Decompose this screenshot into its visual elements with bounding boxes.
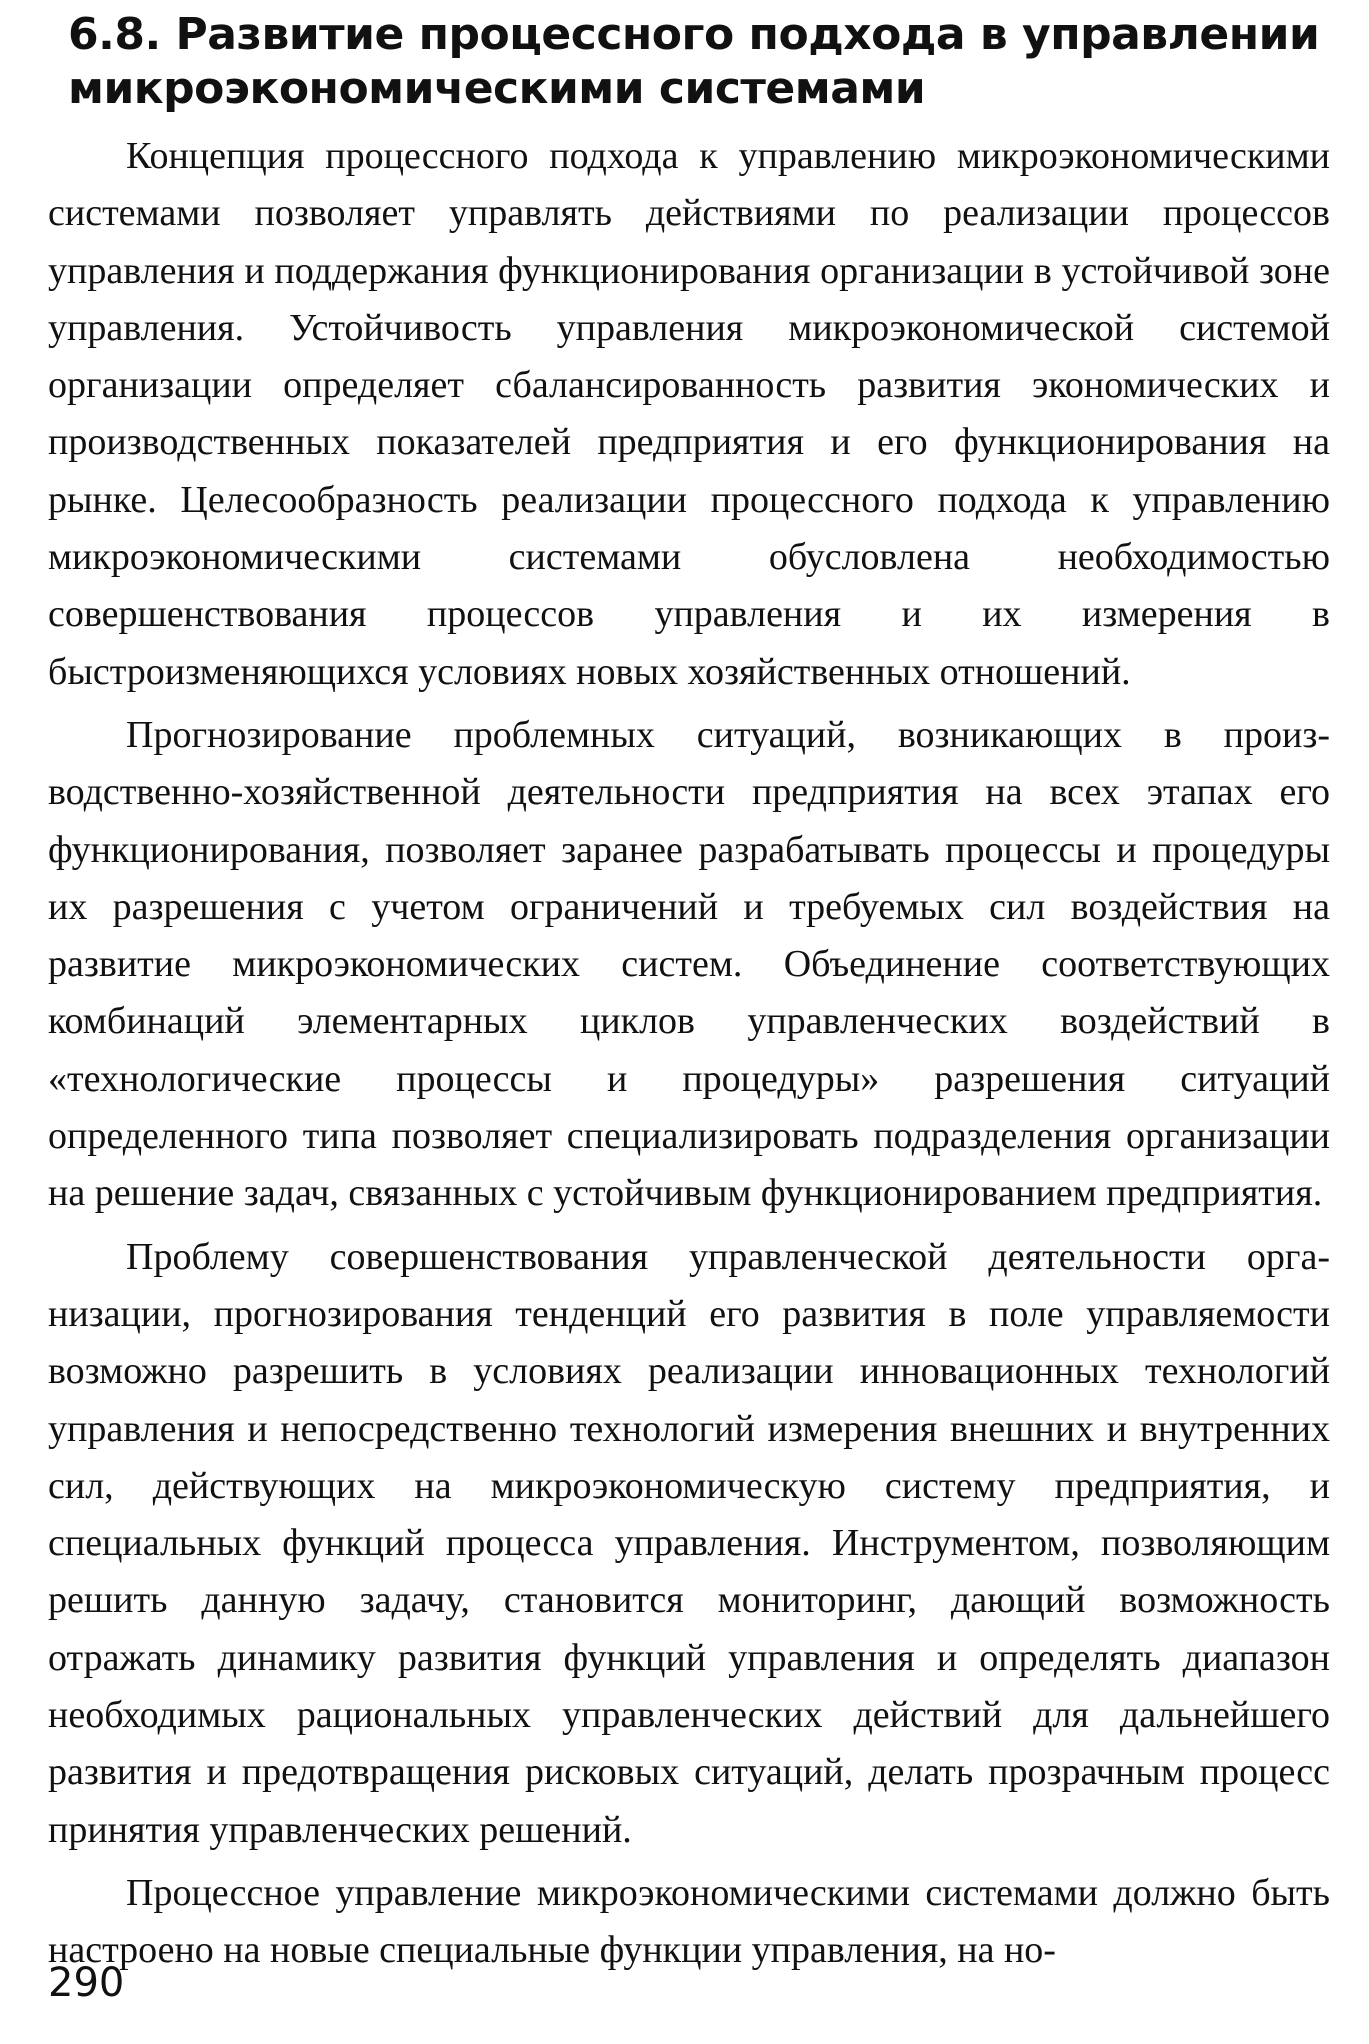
body-text [48, 128, 1330, 1980]
section-heading-line-1: 6.8. Развитие процессного подхода в управлении [68, 9, 1320, 60]
section-heading [68, 8, 1330, 116]
page-content [48, 8, 1330, 1986]
page-number: 290 [48, 1960, 125, 2006]
paragraph-2: Прогнозирование проблемных ситуаций, возникающих в производственно-хозяйственной деятельности предприятия на всех этапах его функционирования, позволяет заранее разрабатывать процессы и процедуры их разрешения с учетом ограничений и требуемых сил воздействия на развитие микроэкономических систем. Объединение соответствующих комбинаций элементарных циклов управленческих воздействий в «технологические процессы и процедуры» разрешения ситуаций определенного типа позволяет специализировать подразделения организации на решение задач, связанных с устойчивым функционированием предприятия. [48, 713, 1330, 1215]
section-heading-line-2: микроэкономическими системами [68, 63, 926, 114]
paragraph-4: Процессное управление микроэкономическими системами должно быть настроено на новые специальные функции управления, на но- [48, 1871, 1330, 1972]
paragraph-3: Проблему совершенствования управленческой деятельности организации, прогнозирования тенденций его развития в поле управляемости возможно разрешить в условиях реализации инновационных технологий управления и непосредственно технологий измерения внешних и внутренних сил, действующих на микроэкономическую систему предприятия, и специальных функций процесса управления. Инструментом, позволяющим решить данную задачу, становится мониторинг, дающий возможность отражать динамику развития функций управления и определять диапазон необходимых рациональных управленческих действий для дальнейшего развития и предотвращения рисковых ситуаций, делать прозрачным процесс принятия управленческих решений. [48, 1235, 1330, 1851]
paragraph-1: Концепция процессного подхода к управлению микроэкономическими системами позволяет управлять действиями по реализации процессов управления и поддержания функционирования организации в устойчивой зоне управления. Устойчивость управления микроэкономической системой организации определяет сбалансированность развития экономических и производственных показателей предприятия и его функционирования на рынке. Целесообразность реализации процессного подхода к управлению микроэкономическими системами обусловлена необходимостью совершенствования процессов управления и их измерения в быстроизменяющихся условиях новых хозяйственных отношений. [48, 135, 1330, 693]
